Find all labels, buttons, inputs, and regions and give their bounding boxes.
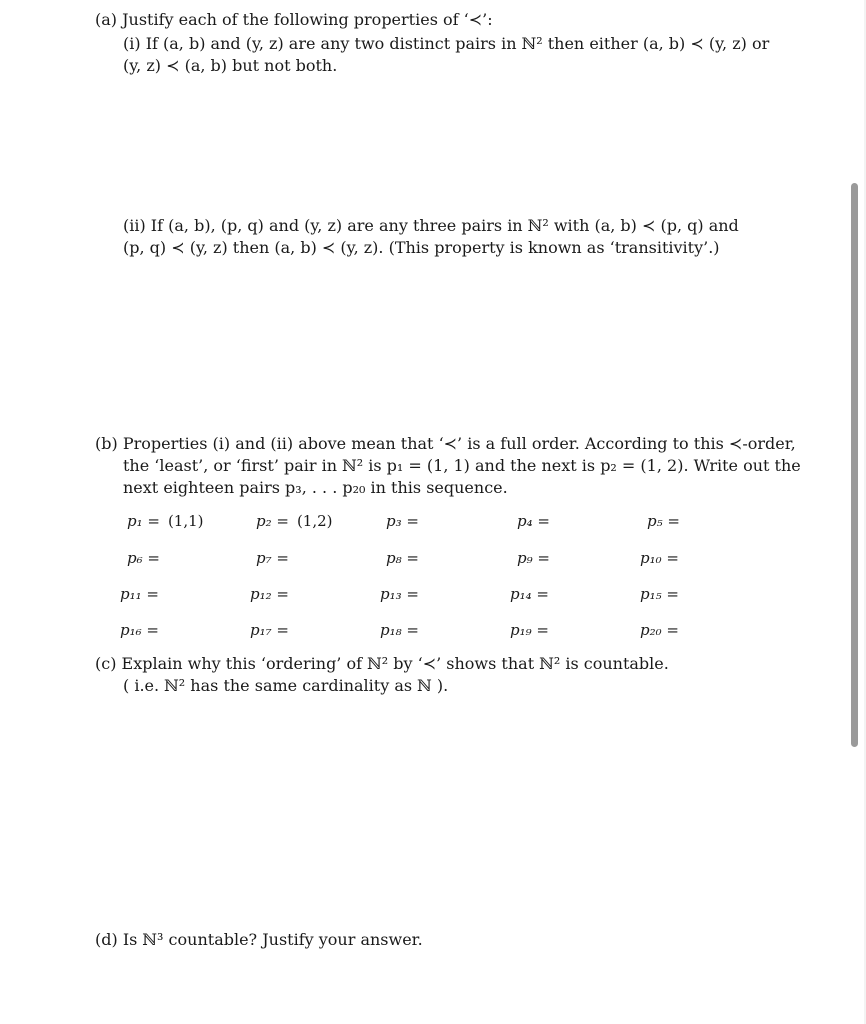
pair-label: p₁₆ = (120, 621, 159, 639)
part-b-line3: next eighteen pairs p₃, . . . p₂₀ in this sequence. (123, 478, 508, 497)
pair-label: p₂ = (256, 512, 289, 530)
pair-value: (1,2) (296, 512, 333, 530)
pair-cell (256, 511, 333, 531)
pair-cell (640, 620, 687, 640)
part-b-line2: the ‘least’, or ‘first’ pair in ℕ² is p₁ = (1, 1) and the next is p₂ = (1, 2). Write out the (123, 456, 801, 475)
pair-cell (386, 548, 427, 568)
part-a-title: (a) Justify each of the following properties of ‘≺’: (95, 10, 493, 29)
pair-cell (380, 584, 427, 604)
pair-cell (640, 584, 687, 604)
vertical-scrollbar[interactable] (851, 183, 858, 747)
pair-label: p₁₃ = (380, 585, 419, 603)
part-d-line1: (d) Is ℕ³ countable? Justify your answer. (95, 930, 423, 949)
pair-cell (120, 620, 167, 640)
pair-cell (120, 584, 167, 604)
part-a-ii-line1: (ii) If (a, b), (p, q) and (y, z) are any three pairs in ℕ² with (a, b) ≺ (p, q) and (123, 216, 739, 235)
pair-cell (127, 548, 168, 568)
pair-label: p₁ = (127, 512, 160, 530)
pair-label: p₃ = (386, 512, 419, 530)
pair-label: p₈ = (386, 549, 419, 567)
pair-label: p₁₈ = (380, 621, 419, 639)
pair-label: p₁₁ = (120, 585, 159, 603)
pair-cell (127, 511, 204, 531)
pair-label: p₁₅ = (640, 585, 679, 603)
part-c-line1: (c) Explain why this ‘ordering’ of ℕ² by ‘≺’ shows that ℕ² is countable. (95, 654, 669, 673)
part-b-line1: (b) Properties (i) and (ii) above mean that ‘≺’ is a full order. According to this ≺-order, (95, 434, 796, 453)
pair-cell (640, 548, 687, 568)
part-a-ii-line2: (p, q) ≺ (y, z) then (a, b) ≺ (y, z). (This property is known as ‘transitivity’.) (123, 238, 720, 257)
pair-label: p₁₉ = (510, 621, 549, 639)
pair-cell (250, 584, 297, 604)
pair-label: p₁₂ = (250, 585, 289, 603)
pair-label: p₁₄ = (510, 585, 549, 603)
pair-cell (250, 620, 297, 640)
part-c-line2: ( i.e. ℕ² has the same cardinality as ℕ ). (123, 676, 449, 695)
pair-label: p₁₇ = (250, 621, 289, 639)
part-a-i-line2: (y, z) ≺ (a, b) but not both. (123, 56, 338, 75)
pair-label: p₉ = (517, 549, 550, 567)
pair-label: p₄ = (517, 512, 550, 530)
pair-cell (380, 620, 427, 640)
pair-cell (510, 584, 557, 604)
pair-label: p₁₀ = (640, 549, 679, 567)
pair-label: p₅ = (647, 512, 680, 530)
pair-cell (510, 620, 557, 640)
pair-label: p₆ = (127, 549, 160, 567)
pair-cell (256, 548, 297, 568)
pair-cell (517, 511, 558, 531)
pair-cell (517, 548, 558, 568)
pair-label: p₇ = (256, 549, 289, 567)
pair-label: p₂₀ = (640, 621, 679, 639)
pair-value: (1,1) (167, 512, 204, 530)
part-a-i-line1: (i) If (a, b) and (y, z) are any two distinct pairs in ℕ² then either (a, b) ≺ (y, z) or (123, 34, 770, 53)
pair-cell (647, 511, 688, 531)
pair-cell (386, 511, 427, 531)
